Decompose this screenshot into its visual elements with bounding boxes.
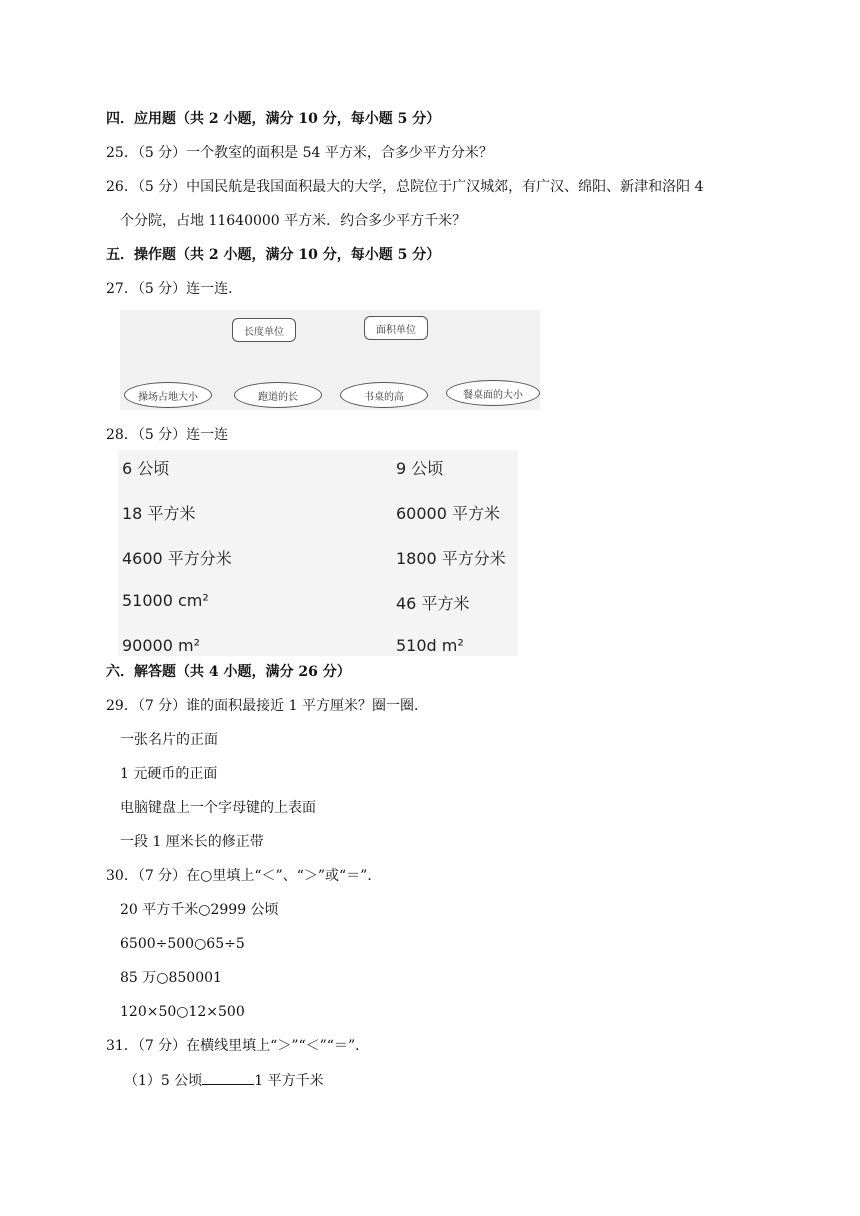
left-item-1: 6 公顷 — [122, 459, 170, 478]
question-29: 29．（7 分）谁的面积最接近 1 平方厘米？圈一圈． — [106, 698, 428, 714]
area-unit-box: 面积单位 — [364, 316, 428, 340]
answer-blank[interactable] — [202, 1070, 254, 1085]
q31-item-1-left: （1）5 公顷 — [124, 1073, 203, 1089]
q30-item-2: 6500÷500○65÷5 — [120, 936, 245, 952]
question-26-line2: 个分院，占地 11640000 平方米．约合多少平方千米？ — [120, 213, 467, 229]
left-item-4: 51000 cm² — [122, 591, 209, 610]
section-4-title: 四．应用题（共 2 小题，满分 10 分，每小题 5 分） — [106, 111, 441, 127]
left-item-5: 90000 m² — [122, 636, 200, 655]
question-28: 28．（5 分）连一连 — [106, 427, 229, 443]
right-item-2: 60000 平方米 — [396, 504, 500, 523]
q31-item-1 — [124, 1070, 324, 1091]
question-25: 25．（5 分）一个教室的面积是 54 平方米，合多少平方分米？ — [106, 145, 493, 161]
q29-option-3: 电脑键盘上一个字母键的上表面 — [120, 800, 316, 816]
left-item-2: 18 平方米 — [122, 504, 196, 523]
right-item-3: 1800 平方分米 — [396, 549, 506, 568]
oval-desk-height: 书桌的高 — [340, 382, 428, 408]
question-30: 30．（7 分）在○里填上“＜”、“＞”或“＝”． — [106, 868, 382, 884]
section-5-title: 五．操作题（共 2 小题，满分 10 分，每小题 5 分） — [106, 247, 441, 263]
right-item-1: 9 公顷 — [396, 459, 444, 478]
question-31: 31．（7 分）在横线里填上“＞”“＜”“＝”． — [106, 1038, 370, 1054]
question-26-line1: 26．（5 分）中国民航是我国面积最大的大学，总院位于广汉城郊，有广汉、绵阳、新津和洛阳 4 — [106, 179, 704, 195]
oval-table-area: 餐桌面的大小 — [446, 380, 540, 406]
oval-playground: 操场占地大小 — [124, 382, 212, 408]
length-unit-box: 长度单位 — [232, 318, 296, 342]
q29-option-4: 一段 1 厘米长的修正带 — [120, 834, 264, 850]
question-27: 27．（5 分）连一连． — [106, 281, 243, 297]
q29-option-1: 一张名片的正面 — [120, 732, 218, 748]
q30-item-3: 85 万○850001 — [120, 970, 222, 986]
q30-item-1: 20 平方千米○2999 公顷 — [120, 902, 279, 918]
q29-option-2: 1 元硬币的正面 — [120, 766, 218, 782]
matching-figure-28 — [118, 450, 518, 656]
oval-track: 跑道的长 — [234, 382, 322, 408]
right-item-5: 510d m² — [396, 636, 464, 655]
left-item-3: 4600 平方分米 — [122, 549, 232, 568]
right-item-4: 46 平方米 — [396, 594, 470, 613]
q31-item-1-right: 1 平方千米 — [254, 1073, 324, 1089]
matching-figure-27 — [120, 310, 540, 410]
q30-item-4: 120×50○12×500 — [120, 1004, 245, 1020]
section-6-title: 六．解答题（共 4 小题，满分 26 分） — [106, 664, 351, 680]
